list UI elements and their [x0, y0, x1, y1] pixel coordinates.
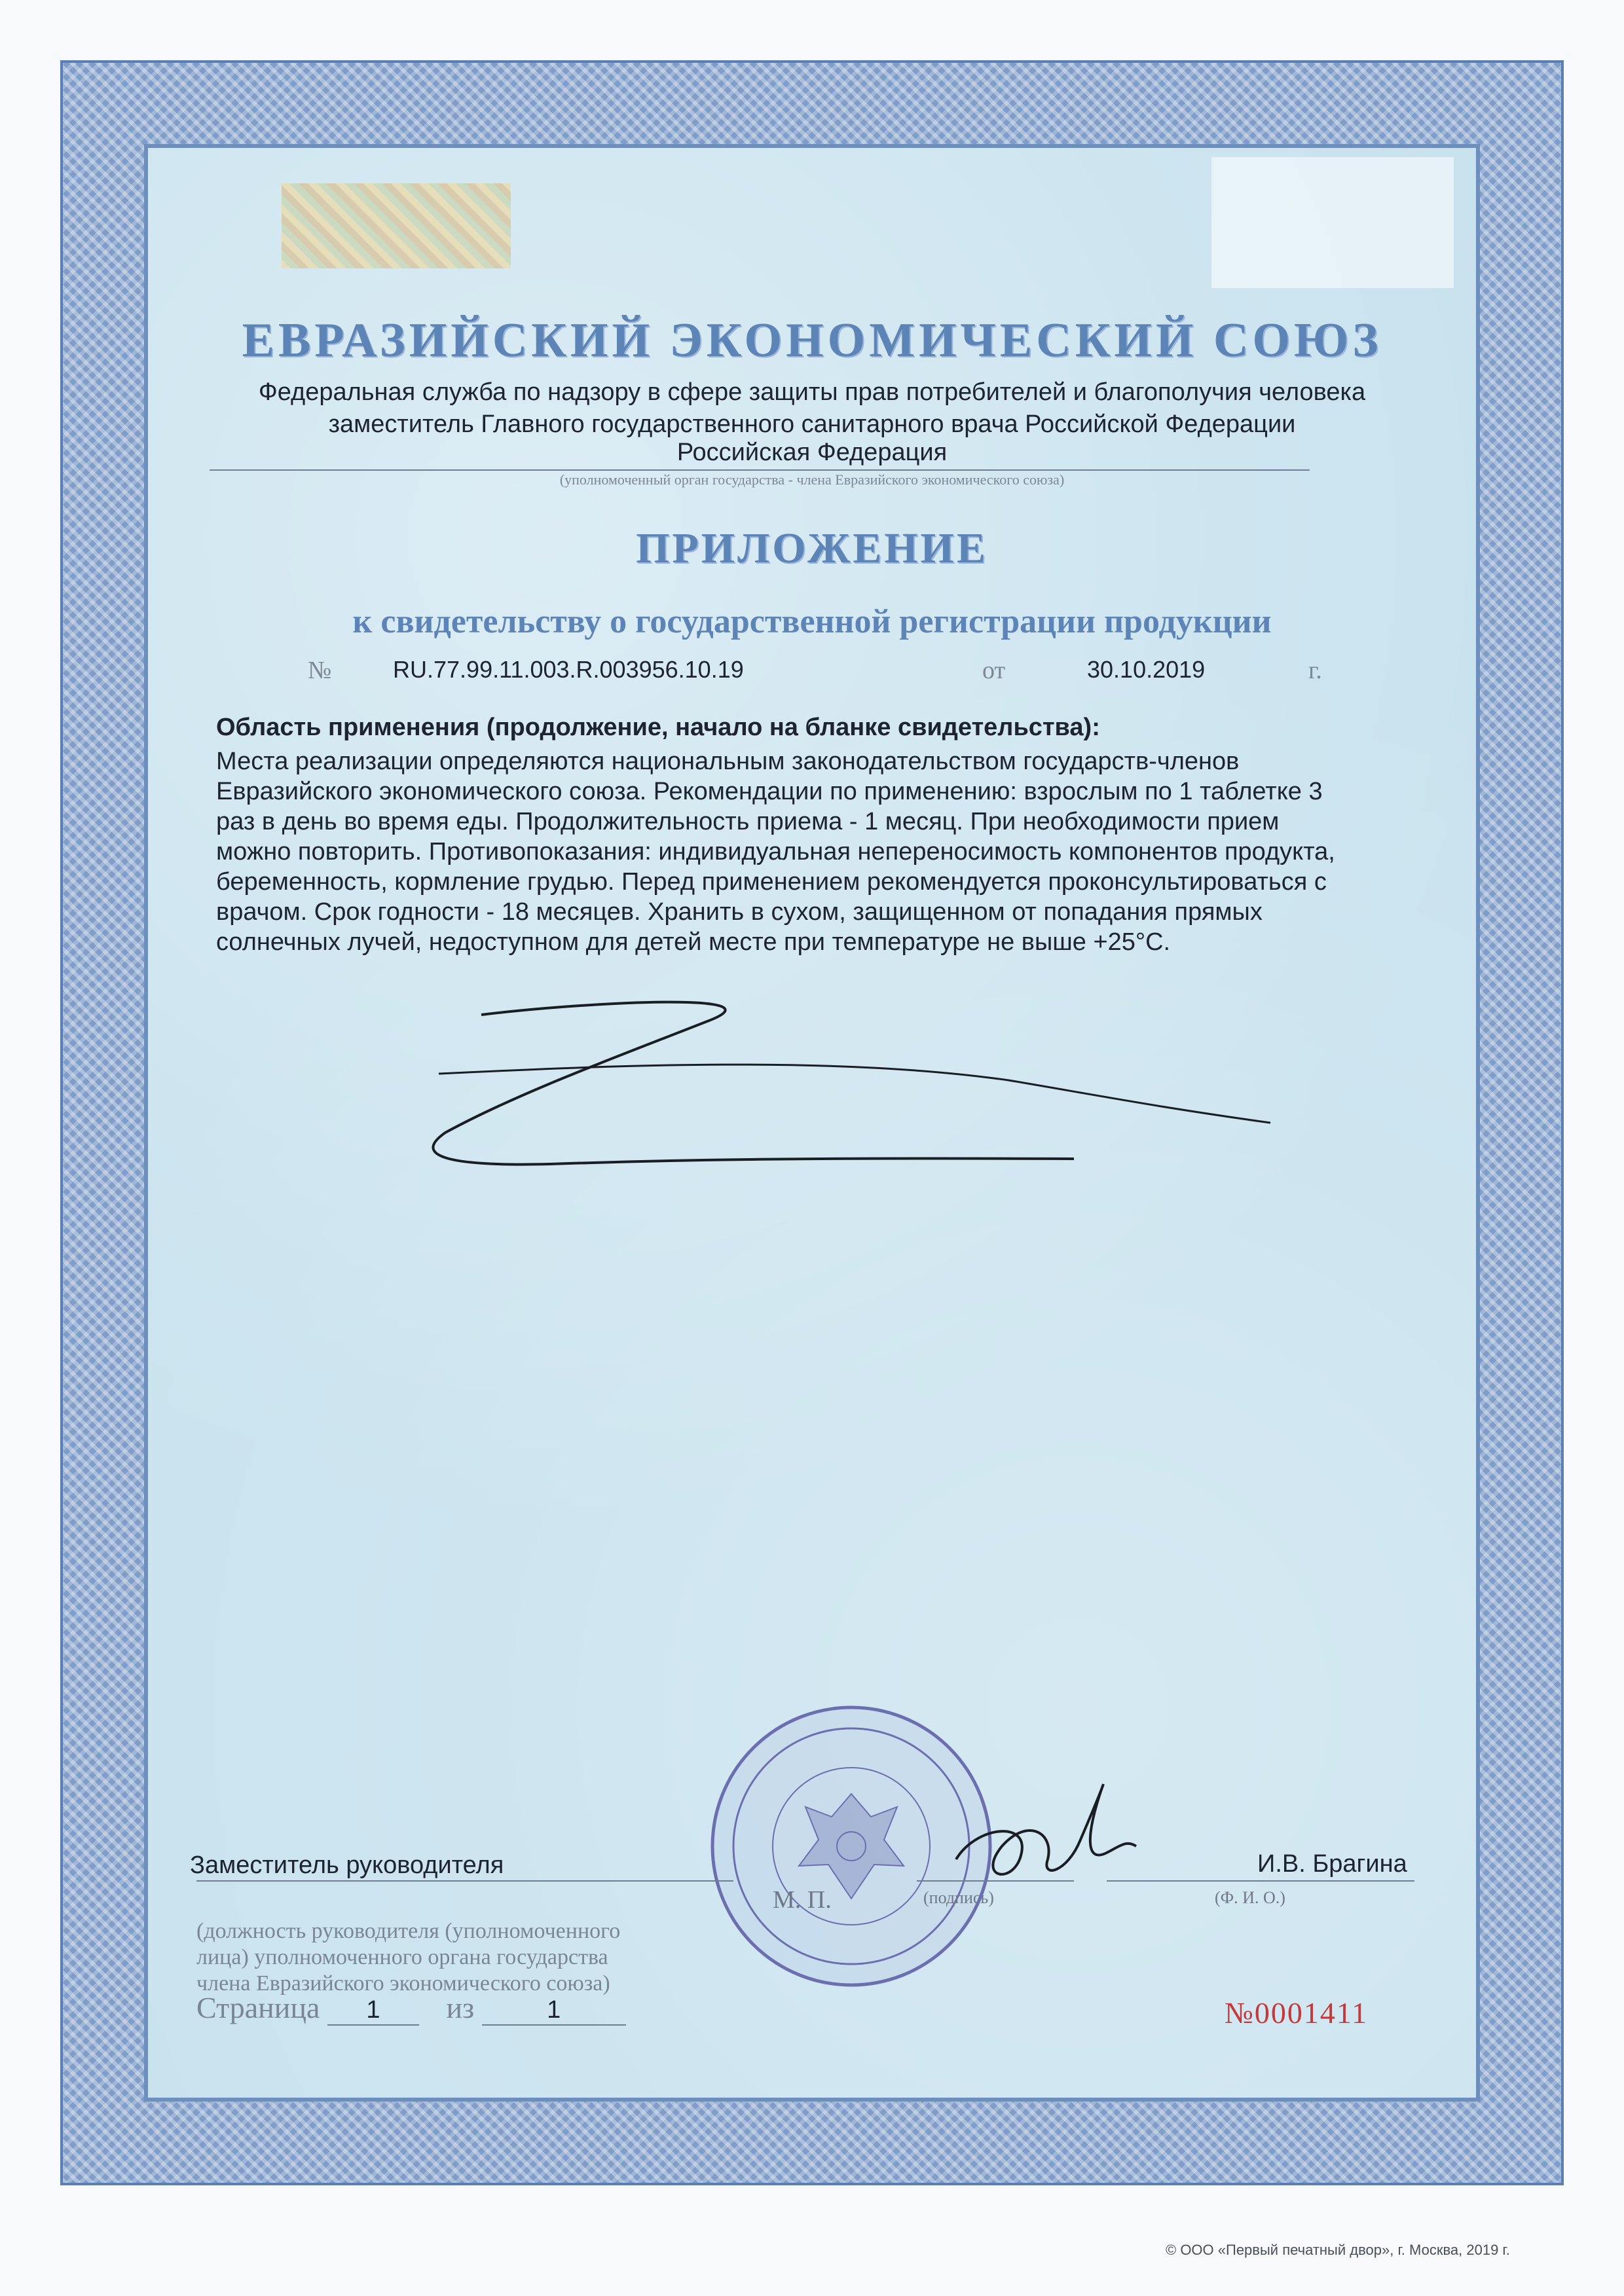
position-caption-line: (должность руководителя (уполномоченного [196, 1919, 621, 1943]
agency-country: Российская Федерация [676, 439, 948, 466]
position-caption-line: лица) уполномоченного органа государства [196, 1945, 608, 1969]
end-of-text-z-mark [419, 995, 1283, 1205]
position-caption-line: члена Евразийского экономического союза) [196, 1971, 610, 1995]
position-underline [196, 1880, 733, 1882]
appendix-title: ПРИЛОЖЕНИЕ [636, 524, 988, 572]
hologram-sticker [282, 183, 511, 268]
seal-place-label: М. П. [773, 1886, 832, 1914]
agency-name: Федеральная служба по надзору в сфере защиты прав потребителей и благополучия человека [258, 378, 1366, 406]
body-line: Евразийского экономического союза. Рекомендации по применению: взрослым по 1 таблетке 3 [216, 778, 1323, 805]
serial-number: №0001411 [1225, 1996, 1369, 2030]
certificate-number: RU.77.99.11.003.R.003956.10.19 [393, 656, 744, 683]
body-line: врачом. Срок годности - 18 месяцев. Хранить в сухом, защищенном от попадания прямых [216, 898, 1263, 926]
body-line: беременность, кормление грудью. Перед применением рекомендуется проконсультироваться с [216, 868, 1327, 896]
page-current: 1 [327, 1996, 419, 2026]
agency-caption: (уполномоченный орган государства - члена Евразийского экономического союза) [559, 471, 1065, 488]
fio-caption: (Ф. И. О.) [1215, 1888, 1285, 1907]
page-total: 1 [482, 1996, 626, 2026]
signature-caption: (подпись) [923, 1888, 994, 1907]
body-line: Места реализации определяются национальным законодательством государств-членов [216, 748, 1240, 775]
page-counter [196, 1990, 626, 2026]
name-underline [1107, 1880, 1414, 1882]
date-label: от [982, 657, 1006, 684]
body-line: солнечных лучей, недоступном для детей месте при температуре не выше +25°С. [216, 928, 1171, 956]
position-caption [196, 1918, 733, 1997]
signatory-position: Заместитель руководителя [190, 1851, 504, 1879]
agency-underline [210, 469, 1310, 471]
body-line: раз в день во время еды. Продолжительность приема - 1 месяц. При необходимости прием [216, 808, 1280, 835]
corner-mark [1211, 157, 1454, 288]
certificate-date: 30.10.2019 [1087, 656, 1206, 683]
body-line: можно повторить. Противопоказания: индивидуальная непереносимость компонентов продукта, [216, 838, 1335, 866]
page-of-label: из [446, 1991, 475, 2024]
scope-title: Область применения (продолжение, начало на бланке свидетельства): [216, 714, 1100, 741]
signature-underline [917, 1880, 1074, 1882]
appendix-subtitle: к свидетельству о государственной регистрации продукции [352, 603, 1272, 640]
agency-official: заместитель Главного государственного санитарного врача Российской Федерации [328, 410, 1296, 438]
signatory-name: И.В. Брагина [1257, 1850, 1407, 1878]
year-suffix: г. [1308, 657, 1322, 684]
number-label: № [308, 657, 332, 684]
page-label: Страница [196, 1991, 320, 2024]
printer-footer: © ООО «Первый печатный двор», г. Москва, 2019 г. [1166, 2242, 1510, 2258]
scope-body [216, 746, 1441, 957]
union-title: ЕВРАЗИЙСКИЙ ЭКОНОМИЧЕСКИЙ СОЮЗ [242, 314, 1382, 367]
